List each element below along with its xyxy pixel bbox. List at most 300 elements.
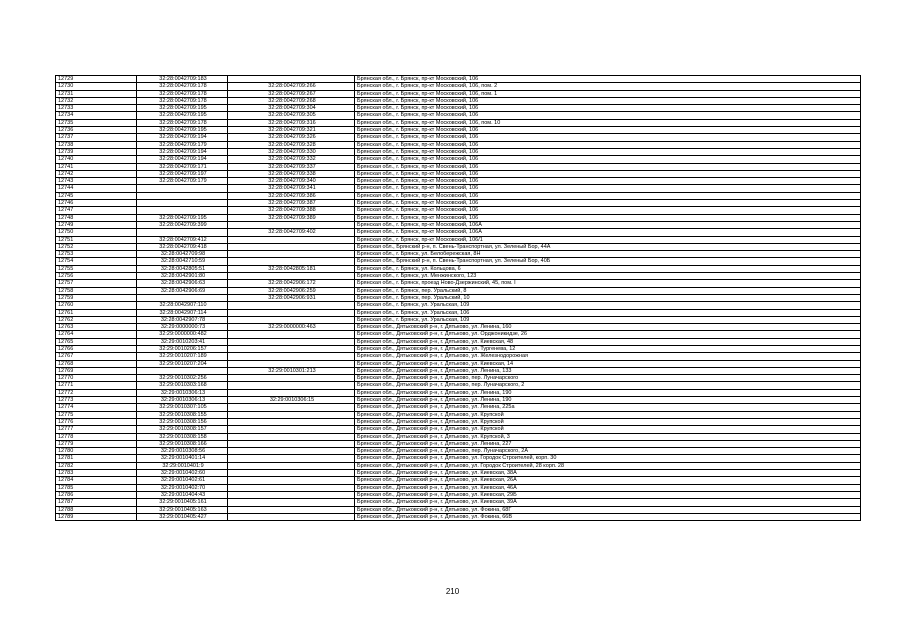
row-number-cell: 12769	[56, 367, 137, 374]
table-row	[56, 331, 861, 338]
cadastral-number-cell: 32:29:0010308:155	[137, 411, 228, 418]
cadastral-number-cell: 32:28:0042709:194	[137, 148, 228, 155]
row-number-cell: 12775	[56, 411, 137, 418]
cadastral-number-cell: 32:29:0010405:161	[137, 499, 228, 506]
address-cell: Брянская обл., Дятьковский р-н, г. Дятьково, ул. Ленина, 225а	[355, 404, 861, 411]
sub-object-number-cell: 32:29:0000000:463	[228, 324, 355, 331]
row-number-cell: 12731	[56, 90, 137, 97]
cadastral-number-cell: 32:28:0042906:69	[137, 287, 228, 294]
sub-object-number-cell	[228, 418, 355, 425]
cadastral-number-cell: 32:28:0042709:178	[137, 97, 228, 104]
sub-object-number-cell	[228, 76, 355, 83]
cadastral-number-cell	[137, 294, 228, 301]
table-row	[56, 316, 861, 323]
cadastral-number-cell: 32:28:0042709:195	[137, 105, 228, 112]
sub-object-number-cell	[228, 258, 355, 265]
table-row	[56, 440, 861, 447]
cadastral-number-cell: 32:28:0042709:171	[137, 163, 228, 170]
table-row	[56, 207, 861, 214]
sub-object-number-cell	[228, 513, 355, 520]
sub-object-number-cell	[228, 506, 355, 513]
row-number-cell: 12745	[56, 192, 137, 199]
cadastral-number-cell: 32:28:0042709:179	[137, 178, 228, 185]
sub-object-number-cell: 32:28:0042709:268	[228, 97, 355, 104]
table-row	[56, 513, 861, 520]
cadastral-number-cell: 32:29:0010306:13	[137, 397, 228, 404]
row-number-cell: 12754	[56, 258, 137, 265]
row-number-cell: 12739	[56, 148, 137, 155]
sub-object-number-cell	[228, 491, 355, 498]
row-number-cell: 12789	[56, 513, 137, 520]
address-cell: Брянская обл., г. Брянск, пр-кт Московский, 106	[355, 127, 861, 134]
table-row	[56, 127, 861, 134]
cadastral-number-cell: 32:29:0010308:156	[137, 418, 228, 425]
cadastral-number-cell: 32:28:0042709:418	[137, 243, 228, 250]
address-cell: Брянская обл., г. Брянск, ул. Менжинского, 123	[355, 273, 861, 280]
address-cell: Брянская обл., г. Брянск, пр-кт Московский, 106	[355, 148, 861, 155]
sub-object-number-cell	[228, 302, 355, 309]
cadastral-number-cell: 32:29:0010306:13	[137, 389, 228, 396]
row-number-cell: 12770	[56, 375, 137, 382]
table-row	[56, 426, 861, 433]
row-number-cell: 12778	[56, 433, 137, 440]
cadastral-number-cell: 32:28:0042709:179	[137, 141, 228, 148]
row-number-cell: 12763	[56, 324, 137, 331]
table-row	[56, 294, 861, 301]
table-row	[56, 265, 861, 272]
row-number-cell: 12788	[56, 506, 137, 513]
address-cell: Брянская обл., г. Брянск, пр-кт Московский, 106	[355, 178, 861, 185]
cadastral-number-cell: 32:28:0042709:194	[137, 156, 228, 163]
sub-object-number-cell	[228, 338, 355, 345]
address-cell: Брянская обл., Дятьковский р-н, г. Дятьково, пер. Луначарского	[355, 375, 861, 382]
sub-object-number-cell: 32:28:0042709:388	[228, 207, 355, 214]
sub-object-number-cell	[228, 375, 355, 382]
sub-object-number-cell	[228, 411, 355, 418]
sub-object-number-cell: 32:28:0042805:181	[228, 265, 355, 272]
sub-object-number-cell	[228, 470, 355, 477]
address-cell: Брянская обл., Дятьковский р-н, г. Дятьково, ул. Крупской, 3	[355, 433, 861, 440]
cadastral-number-cell: 32:28:0042710:59	[137, 258, 228, 265]
address-cell: Брянская обл., г. Брянск, пр-кт Московский, 106	[355, 214, 861, 221]
cadastral-number-cell: 32:29:0000000:73	[137, 324, 228, 331]
cadastral-number-cell: 32:29:0010405:163	[137, 506, 228, 513]
table-row	[56, 185, 861, 192]
row-number-cell: 12743	[56, 178, 137, 185]
address-cell: Брянская обл., г. Брянск, пр-кт Московский, 106	[355, 76, 861, 83]
row-number-cell: 12779	[56, 440, 137, 447]
row-number-cell: 12738	[56, 141, 137, 148]
address-cell: Брянская обл., Дятьковский р-н, г. Дятьково, ул. Ленина, 190	[355, 397, 861, 404]
row-number-cell: 12776	[56, 418, 137, 425]
address-cell: Брянская обл., г. Брянск, пр-кт Московский, 106	[355, 200, 861, 207]
table-row	[56, 338, 861, 345]
table-row	[56, 506, 861, 513]
address-cell: Брянская обл., Дятьковский р-н, г. Дятьково, ул. Ленина, 227	[355, 440, 861, 447]
row-number-cell: 12782	[56, 462, 137, 469]
row-number-cell: 12749	[56, 221, 137, 228]
sub-object-number-cell	[228, 221, 355, 228]
table-row	[56, 309, 861, 316]
address-cell: Брянская обл., г. Брянск, ул. Уральская, 109	[355, 302, 861, 309]
table-row	[56, 287, 861, 294]
table-row	[56, 97, 861, 104]
sub-object-number-cell	[228, 309, 355, 316]
sub-object-number-cell	[228, 455, 355, 462]
sub-object-number-cell	[228, 382, 355, 389]
sub-object-number-cell: 32:28:0042709:387	[228, 200, 355, 207]
address-cell: Брянская обл., Дятьковский р-н, г. Дятьково, ул. Железнодорожная	[355, 353, 861, 360]
table-row	[56, 76, 861, 83]
row-number-cell: 12784	[56, 477, 137, 484]
cadastral-number-cell: 32:29:0010402:70	[137, 484, 228, 491]
row-number-cell: 12740	[56, 156, 137, 163]
address-cell: Брянская обл., Дятьковский р-н, г. Дятьково, ул. Городок Строителей, 28 корп. 28	[355, 462, 861, 469]
cadastral-number-cell: 32:29:0010405:427	[137, 513, 228, 520]
row-number-cell: 12755	[56, 265, 137, 272]
address-cell: Брянская обл., Дятьковский р-н, г. Дятьково, ул. Ленина, 160	[355, 324, 861, 331]
table-row	[56, 178, 861, 185]
sub-object-number-cell: 32:28:0042709:267	[228, 90, 355, 97]
cadastral-number-cell: 32:29:0010401:9	[137, 462, 228, 469]
sub-object-number-cell	[228, 462, 355, 469]
table-row	[56, 462, 861, 469]
row-number-cell: 12764	[56, 331, 137, 338]
cadastral-number-cell: 32:29:0010308:157	[137, 426, 228, 433]
row-number-cell: 12733	[56, 105, 137, 112]
sub-object-number-cell: 32:28:0042709:341	[228, 185, 355, 192]
sub-object-number-cell	[228, 273, 355, 280]
row-number-cell: 12732	[56, 97, 137, 104]
sub-object-number-cell	[228, 345, 355, 352]
cadastral-number-cell: 32:28:0042709:194	[137, 134, 228, 141]
table-row	[56, 258, 861, 265]
sub-object-number-cell	[228, 251, 355, 258]
sub-object-number-cell	[228, 404, 355, 411]
address-cell: Брянская обл., Дятьковский р-н, г. Дятьково, ул. Ленина, 133	[355, 367, 861, 374]
row-number-cell: 12744	[56, 185, 137, 192]
address-cell: Брянская обл., Дятьковский р-н, г. Дятьково, пер. Луначарского, 2	[355, 382, 861, 389]
row-number-cell: 12752	[56, 243, 137, 250]
row-number-cell: 12735	[56, 119, 137, 126]
address-cell: Брянская обл., г. Брянск, проезд Ново-Дзержинский, 45, пом. I	[355, 280, 861, 287]
table-row	[56, 90, 861, 97]
table-row	[56, 382, 861, 389]
cadastral-number-cell	[137, 185, 228, 192]
table-row	[56, 200, 861, 207]
sub-object-number-cell: 32:28:0042709:266	[228, 83, 355, 90]
address-cell: Брянская обл., г. Брянск, пр-кт Московский, 106А	[355, 221, 861, 228]
cadastral-number-cell: 32:28:0042709:98	[137, 251, 228, 258]
sub-object-number-cell	[228, 389, 355, 396]
row-number-cell: 12746	[56, 200, 137, 207]
sub-object-number-cell: 32:28:0042709:402	[228, 229, 355, 236]
address-cell: Брянская обл., г. Брянск, ул. Уральская, 106	[355, 309, 861, 316]
cadastral-number-cell: 32:28:0042709:183	[137, 76, 228, 83]
cadastral-number-cell: 32:29:0010402:60	[137, 470, 228, 477]
table-row	[56, 112, 861, 119]
row-number-cell: 12774	[56, 404, 137, 411]
cadastral-number-cell: 32:29:0010303:168	[137, 382, 228, 389]
row-number-cell: 12773	[56, 397, 137, 404]
table-row	[56, 353, 861, 360]
table-row	[56, 302, 861, 309]
row-number-cell: 12787	[56, 499, 137, 506]
cadastral-number-cell: 32:28:0042709:178	[137, 90, 228, 97]
sub-object-number-cell	[228, 360, 355, 367]
cadastral-number-cell: 32:29:0010404:43	[137, 491, 228, 498]
address-cell: Брянская обл., Дятьковский р-н, г. Дятьково, ул. Крупской	[355, 418, 861, 425]
cadastral-number-cell: 32:28:0042709:178	[137, 83, 228, 90]
cadastral-number-cell	[137, 367, 228, 374]
sub-object-number-cell: 32:28:0042709:338	[228, 170, 355, 177]
sub-object-number-cell	[228, 440, 355, 447]
table-row	[56, 499, 861, 506]
address-cell: Брянская обл., г. Брянск, пр-кт Московский, 106/1	[355, 236, 861, 243]
table-row	[56, 221, 861, 228]
cadastral-number-cell: 32:28:0042906:63	[137, 280, 228, 287]
cadastral-number-cell	[137, 192, 228, 199]
sub-object-number-cell	[228, 426, 355, 433]
page-number: 210	[445, 587, 460, 596]
cadastral-number-cell: 32:28:0042709:195	[137, 112, 228, 119]
cadastral-number-cell: 32:29:0010308:56	[137, 448, 228, 455]
address-cell: Брянская обл., г. Брянск, пр-кт Московский, 106, пом. 1	[355, 90, 861, 97]
sub-object-number-cell: 32:28:0042709:389	[228, 214, 355, 221]
sub-object-number-cell: 32:28:0042906:931	[228, 294, 355, 301]
row-number-cell: 12761	[56, 309, 137, 316]
table-row	[56, 141, 861, 148]
address-cell: Брянская обл., г. Брянск, пр-кт Московский, 106, пом. 10	[355, 119, 861, 126]
address-cell: Брянская обл., г. Брянск, пр-кт Московский, 106, пом. 2	[355, 83, 861, 90]
cadastral-number-cell	[137, 229, 228, 236]
row-number-cell: 12772	[56, 389, 137, 396]
cadastral-number-cell: 32:28:0042709:399	[137, 221, 228, 228]
sub-object-number-cell	[228, 499, 355, 506]
cadastral-number-cell: 32:28:0042907:78	[137, 316, 228, 323]
address-cell: Брянская обл., Дятьковский р-н, г. Дятьково, ул. Тургенева, 12	[355, 345, 861, 352]
row-number-cell: 12729	[56, 76, 137, 83]
row-number-cell: 12757	[56, 280, 137, 287]
row-number-cell: 12785	[56, 484, 137, 491]
sub-object-number-cell	[228, 433, 355, 440]
table-row	[56, 367, 861, 374]
row-number-cell: 12734	[56, 112, 137, 119]
address-cell: Брянская обл., Дятьковский р-н, г. Дятьково, ул. Киевская, 48	[355, 338, 861, 345]
sub-object-number-cell: 32:28:0042709:332	[228, 156, 355, 163]
table-row	[56, 119, 861, 126]
sub-object-number-cell: 32:29:0010306:15	[228, 397, 355, 404]
sub-object-number-cell: 32:28:0042709:337	[228, 163, 355, 170]
sub-object-number-cell: 32:28:0042709:328	[228, 141, 355, 148]
table-row	[56, 448, 861, 455]
row-number-cell: 12768	[56, 360, 137, 367]
address-cell: Брянская обл., Брянский р-н, п. Свень-Транспортная, ул. Зеленый Бор, 40Б	[355, 258, 861, 265]
table-row	[56, 214, 861, 221]
row-number-cell: 12766	[56, 345, 137, 352]
sub-object-number-cell: 32:28:0042906:259	[228, 287, 355, 294]
address-cell: Брянская обл., Дятьковский р-н, г. Дятьково, ул. Киевская, 39А	[355, 499, 861, 506]
table-row	[56, 360, 861, 367]
table-row	[56, 251, 861, 258]
table-row	[56, 375, 861, 382]
sub-object-number-cell	[228, 243, 355, 250]
cadastral-number-cell: 32:28:0042709:195	[137, 127, 228, 134]
table-row	[56, 280, 861, 287]
cadastral-number-cell: 32:29:0010207:204	[137, 360, 228, 367]
cadastral-number-cell: 32:28:0042709:195	[137, 214, 228, 221]
address-cell: Брянская обл., г. Брянск, пр-кт Московский, 106	[355, 163, 861, 170]
table-row	[56, 397, 861, 404]
cadastral-number-cell	[137, 207, 228, 214]
sub-object-number-cell: 32:29:0010301:213	[228, 367, 355, 374]
table-row	[56, 345, 861, 352]
row-number-cell: 12750	[56, 229, 137, 236]
sub-object-number-cell: 32:28:0042709:340	[228, 178, 355, 185]
address-cell: Брянская обл., Дятьковский р-н, г. Дятьково, ул. Ленина, 190	[355, 389, 861, 396]
sub-object-number-cell	[228, 484, 355, 491]
sub-object-number-cell: 32:28:0042709:304	[228, 105, 355, 112]
cadastral-number-cell: 32:29:0010308:166	[137, 440, 228, 447]
address-cell: Брянская обл., Дятьковский р-н, г. Дятьково, ул. Фокина, 66В	[355, 513, 861, 520]
table-row	[56, 404, 861, 411]
cadastral-number-cell: 32:29:0010402:61	[137, 477, 228, 484]
table-row	[56, 148, 861, 155]
table-row	[56, 491, 861, 498]
sub-object-number-cell: 32:28:0042709:321	[228, 127, 355, 134]
address-cell: Брянская обл., Дятьковский р-н, г. Дятьково, ул. Киевская, 46А	[355, 484, 861, 491]
table-row	[56, 236, 861, 243]
table-row	[56, 411, 861, 418]
sub-object-number-cell: 32:28:0042709:316	[228, 119, 355, 126]
cadastral-number-cell: 32:29:0010206:157	[137, 345, 228, 352]
cadastral-number-cell: 32:29:0010401:14	[137, 455, 228, 462]
address-cell: Брянская обл., г. Брянск, пр-кт Московский, 106	[355, 105, 861, 112]
cadastral-number-cell: 32:28:0042907:110	[137, 302, 228, 309]
sub-object-number-cell	[228, 316, 355, 323]
sub-object-number-cell: 32:28:0042709:386	[228, 192, 355, 199]
address-cell: Брянская обл., г. Брянск, пр-кт Московский, 106	[355, 97, 861, 104]
address-cell: Брянская обл., Дятьковский р-н, г. Дятьково, пер. Луначарского, 2А	[355, 448, 861, 455]
table-row	[56, 418, 861, 425]
address-cell: Брянская обл., г. Брянск, ул. Уральская, 109	[355, 316, 861, 323]
address-cell: Брянская обл., Дятьковский р-н, г. Дятьково, ул. Крупской	[355, 411, 861, 418]
table-row	[56, 477, 861, 484]
address-cell: Брянская обл., Дятьковский р-н, г. Дятьково, ул. Киевская, 29Б	[355, 491, 861, 498]
row-number-cell: 12751	[56, 236, 137, 243]
table-row	[56, 163, 861, 170]
address-cell: Брянская обл., г. Брянск, ул. Кольцова, 6	[355, 265, 861, 272]
sub-object-number-cell: 32:28:0042709:326	[228, 134, 355, 141]
row-number-cell: 12748	[56, 214, 137, 221]
table-row	[56, 389, 861, 396]
row-number-cell: 12786	[56, 491, 137, 498]
row-number-cell: 12736	[56, 127, 137, 134]
cadastral-number-cell: 32:29:0000000:482	[137, 331, 228, 338]
table-row	[56, 134, 861, 141]
row-number-cell: 12758	[56, 287, 137, 294]
sub-object-number-cell	[228, 477, 355, 484]
property-register-table	[55, 75, 861, 521]
table-row	[56, 170, 861, 177]
address-cell: Брянская обл., г. Брянск, пр-кт Московский, 106	[355, 134, 861, 141]
row-number-cell: 12781	[56, 455, 137, 462]
cadastral-number-cell: 32:29:0010307:105	[137, 404, 228, 411]
sub-object-number-cell	[228, 236, 355, 243]
sub-object-number-cell: 32:28:0042906:172	[228, 280, 355, 287]
cadastral-number-cell: 32:28:0042907:114	[137, 309, 228, 316]
address-cell: Брянская обл., Дятьковский р-н, г. Дятьково, ул. Киевская, 14	[355, 360, 861, 367]
row-number-cell: 12753	[56, 251, 137, 258]
row-number-cell: 12760	[56, 302, 137, 309]
sub-object-number-cell	[228, 353, 355, 360]
table-row	[56, 324, 861, 331]
table-row	[56, 156, 861, 163]
table-body	[56, 76, 861, 521]
row-number-cell: 12756	[56, 273, 137, 280]
sub-object-number-cell	[228, 448, 355, 455]
row-number-cell: 12780	[56, 448, 137, 455]
address-cell: Брянская обл., Брянский р-н, п. Свень-Транспортная, ул. Зеленый Бор, 44А	[355, 243, 861, 250]
address-cell: Брянская обл., Дятьковский р-н, г. Дятьково, ул. Крупской	[355, 426, 861, 433]
row-number-cell: 12747	[56, 207, 137, 214]
row-number-cell: 12737	[56, 134, 137, 141]
table-row	[56, 484, 861, 491]
cadastral-number-cell: 32:28:0042901:80	[137, 273, 228, 280]
cadastral-number-cell: 32:29:0010203:41	[137, 338, 228, 345]
table-row	[56, 243, 861, 250]
address-cell: Брянская обл., г. Брянск, пр-кт Московский, 106	[355, 112, 861, 119]
address-cell: Брянская обл., г. Брянск, пр-кт Московский, 106	[355, 156, 861, 163]
cadastral-number-cell: 32:29:0010302:256	[137, 375, 228, 382]
sub-object-number-cell: 32:28:0042709:330	[228, 148, 355, 155]
table-row	[56, 455, 861, 462]
address-cell: Брянская обл., Дятьковский р-н, г. Дятьково, ул. Киевская, 26А	[355, 477, 861, 484]
address-cell: Брянская обл., г. Брянск, пр-кт Московский, 106	[355, 141, 861, 148]
address-cell: Брянская обл., Дятьковский р-н, г. Дятьково, ул. Орджоникидзе, 26	[355, 331, 861, 338]
address-cell: Брянская обл., г. Брянск, пр-кт Московский, 106	[355, 192, 861, 199]
cadastral-number-cell	[137, 200, 228, 207]
address-cell: Брянская обл., г. Брянск, пер. Уральский, 8	[355, 287, 861, 294]
table-row	[56, 273, 861, 280]
table-row	[56, 229, 861, 236]
cadastral-number-cell: 32:28:0042709:178	[137, 119, 228, 126]
row-number-cell: 12771	[56, 382, 137, 389]
cadastral-number-cell: 32:28:0042805:51	[137, 265, 228, 272]
table-row	[56, 470, 861, 477]
cadastral-number-cell: 32:28:0042709:412	[137, 236, 228, 243]
address-cell: Брянская обл., Дятьковский р-н, г. Дятьково, ул. Киевская, 38А	[355, 470, 861, 477]
row-number-cell: 12777	[56, 426, 137, 433]
row-number-cell: 12783	[56, 470, 137, 477]
cadastral-number-cell: 32:29:0010207:189	[137, 353, 228, 360]
address-cell: Брянская обл., г. Брянск, пр-кт Московский, 106	[355, 170, 861, 177]
row-number-cell: 12765	[56, 338, 137, 345]
address-cell: Брянская обл., г. Брянск, пр-кт Московский, 106	[355, 185, 861, 192]
table-row	[56, 105, 861, 112]
cadastral-number-cell: 32:28:0042709:197	[137, 170, 228, 177]
address-cell: Брянская обл., Дятьковский р-н, г. Дятьково, ул. Городок Строителей, корп. 30	[355, 455, 861, 462]
sub-object-number-cell	[228, 331, 355, 338]
cadastral-number-cell: 32:29:0010308:158	[137, 433, 228, 440]
table-row	[56, 433, 861, 440]
row-number-cell: 12741	[56, 163, 137, 170]
row-number-cell: 12742	[56, 170, 137, 177]
address-cell: Брянская обл., г. Брянск, пр-кт Московский, 106	[355, 207, 861, 214]
address-cell: Брянская обл., г. Брянск, ул. Белобережская, 8Н	[355, 251, 861, 258]
address-cell: Брянская обл., Дятьковский р-н, г. Дятьково, ул. Фокина, 68Г	[355, 506, 861, 513]
row-number-cell: 12767	[56, 353, 137, 360]
